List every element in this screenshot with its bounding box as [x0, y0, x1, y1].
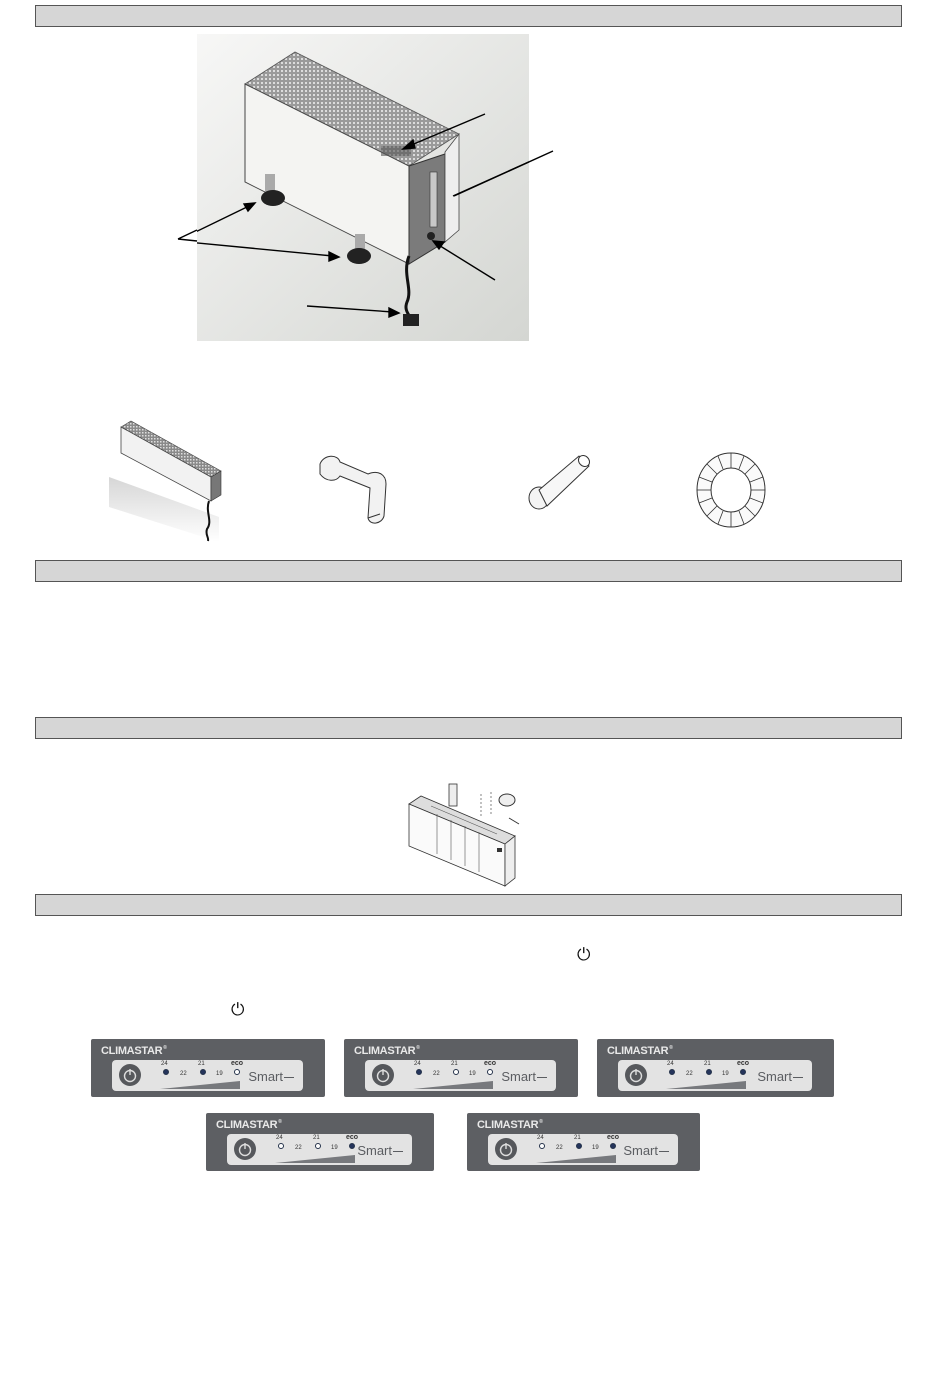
led-21 — [576, 1143, 582, 1149]
section-header-bar-3 — [35, 717, 902, 739]
power-icon: ⏻ — [577, 945, 591, 965]
led-eco — [740, 1069, 746, 1075]
control-panel-1: CLIMASTAR® 24 22 21 19 eco Smart — [91, 1039, 325, 1097]
power-button-icon — [234, 1138, 256, 1160]
brand-logo: CLIMASTAR® — [216, 1119, 282, 1131]
model-label: Smart — [623, 1143, 669, 1158]
model-label: Smart — [248, 1069, 294, 1084]
control-panel-3: CLIMASTAR® 24 22 21 19 eco Smart — [597, 1039, 834, 1097]
power-button-icon — [625, 1064, 647, 1086]
led-21 — [315, 1143, 321, 1149]
led-eco — [610, 1143, 616, 1149]
power-icon: ⏻ — [231, 1000, 245, 1020]
led-eco — [234, 1069, 240, 1075]
section-header-bar-1 — [35, 5, 902, 27]
part-screw-pin — [525, 452, 597, 512]
part-toothed-washer — [693, 450, 771, 530]
led-24 — [416, 1069, 422, 1075]
led-21 — [200, 1069, 206, 1075]
section-header-bar-2 — [35, 560, 902, 582]
brand-logo: CLIMASTAR® — [354, 1045, 420, 1057]
led-21 — [706, 1069, 712, 1075]
part-foot-bracket — [298, 444, 410, 530]
assembly-diagram — [401, 778, 527, 892]
power-button-icon — [495, 1138, 517, 1160]
brand-logo: CLIMASTAR® — [607, 1045, 673, 1057]
power-button-icon — [119, 1064, 141, 1086]
led-eco — [349, 1143, 355, 1149]
brand-logo: CLIMASTAR® — [101, 1045, 167, 1057]
led-24 — [163, 1069, 169, 1075]
led-24 — [669, 1069, 675, 1075]
model-label: Smart — [757, 1069, 803, 1084]
control-panel-2: CLIMASTAR® 24 22 21 19 eco Smart — [344, 1039, 578, 1097]
model-label: Smart — [357, 1143, 403, 1158]
control-panel-4: CLIMASTAR® 24 22 21 19 eco Smart — [206, 1113, 434, 1171]
control-panel-5: CLIMASTAR® 24 22 21 19 eco Smart — [467, 1113, 700, 1171]
led-24 — [278, 1143, 284, 1149]
led-21 — [453, 1069, 459, 1075]
model-label: Smart — [501, 1069, 547, 1084]
power-button-icon — [372, 1064, 394, 1086]
led-24 — [539, 1143, 545, 1149]
part-heater-thumbnail — [109, 417, 223, 542]
led-eco — [487, 1069, 493, 1075]
arrow-lines — [170, 140, 560, 270]
brand-logo: CLIMASTAR® — [477, 1119, 543, 1131]
section-header-bar-4 — [35, 894, 902, 916]
